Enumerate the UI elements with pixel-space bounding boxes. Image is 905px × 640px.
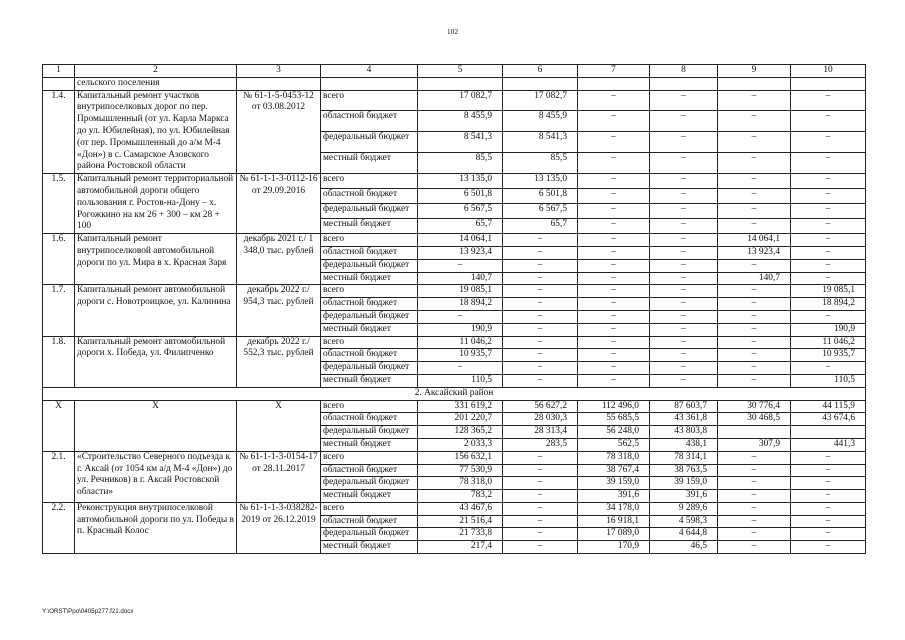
funding-source: всего [321, 502, 418, 515]
amount-cell: 391,6 [578, 490, 650, 503]
amount-cell: – [718, 204, 791, 219]
funding-source: всего [321, 174, 418, 189]
amount-cell: 28 313,4 [503, 426, 578, 439]
amount-cell: – [791, 515, 866, 528]
amount-cell [418, 77, 503, 90]
amount-cell: – [718, 349, 791, 362]
object-name: «Строительство Северного подъезда к г. Аксай (от 1054 км а/д М-4 «Дон») до ул. Речников) в г. Аксай Ростовской области» [75, 451, 237, 502]
amount-cell: – [503, 259, 578, 272]
item-number: 1.7. [43, 285, 75, 336]
column-number: 6 [503, 65, 578, 78]
object-name: Реконструкция внутрипоселковой автомобильной дороги по ул. Победы в п. Красный Колос [75, 502, 237, 553]
amount-cell: 19 085,1 [418, 285, 503, 298]
funding-source: областной бюджет [321, 464, 418, 477]
funding-source: местный бюджет [321, 374, 418, 387]
amount-cell: 391,6 [650, 490, 718, 503]
amount-cell: 43 467,6 [418, 502, 503, 515]
amount-cell: – [650, 246, 718, 259]
table-row [43, 400, 866, 413]
amount-cell: 30 776,4 [718, 400, 791, 413]
item-number [43, 77, 75, 90]
amount-cell: 43 803,8 [650, 426, 718, 439]
amount-cell: – [791, 259, 866, 272]
amount-cell: 17 082,7 [503, 90, 578, 111]
amount-cell: 39 159,0 [578, 477, 650, 490]
column-number: 10 [791, 65, 866, 78]
amount-cell: – [578, 174, 650, 189]
document-reference: декабрь 2022 г./ 552,3 тыс. рублей [237, 336, 321, 387]
funding-source: всего [321, 336, 418, 349]
column-number: 9 [718, 65, 791, 78]
table-row [43, 174, 866, 189]
amount-cell: 65,7 [503, 219, 578, 234]
amount-cell: – [578, 111, 650, 132]
amount-cell: – [718, 219, 791, 234]
column-number: 3 [237, 65, 321, 78]
amount-cell: – [718, 189, 791, 204]
amount-cell: 13 135,0 [503, 174, 578, 189]
item-number: 2.1. [43, 451, 75, 502]
funding-source: местный бюджет [321, 323, 418, 336]
amount-cell [718, 77, 791, 90]
amount-cell: – [650, 189, 718, 204]
amount-cell: – [503, 541, 578, 554]
amount-cell: – [650, 259, 718, 272]
amount-cell: – [503, 336, 578, 349]
amount-cell: 13 923,4 [418, 246, 503, 259]
table-row [43, 234, 866, 247]
amount-cell: – [503, 310, 578, 323]
amount-cell: 8 455,9 [503, 111, 578, 132]
amount-cell: 55 685,5 [578, 413, 650, 426]
funding-source: областной бюджет [321, 349, 418, 362]
amount-cell: – [718, 451, 791, 464]
item-number: 1.8. [43, 336, 75, 387]
amount-cell: – [578, 132, 650, 153]
amount-cell: – [578, 323, 650, 336]
document-reference: № 61-1-1-3-038282-2019 от 26.12.2019 [237, 502, 321, 553]
amount-cell: – [418, 259, 503, 272]
amount-cell: – [578, 90, 650, 111]
amount-cell: 46,5 [650, 541, 718, 554]
amount-cell: – [503, 285, 578, 298]
amount-cell: – [650, 111, 718, 132]
funding-source: местный бюджет [321, 219, 418, 234]
funding-source: всего [321, 400, 418, 413]
amount-cell: – [503, 515, 578, 528]
amount-cell: – [718, 132, 791, 153]
amount-cell: 18 894,2 [791, 298, 866, 311]
amount-cell: 17 089,0 [578, 528, 650, 541]
amount-cell: 21 516,4 [418, 515, 503, 528]
amount-cell: – [791, 528, 866, 541]
amount-cell: 140,7 [718, 272, 791, 285]
amount-cell: – [718, 362, 791, 375]
amount-cell: – [650, 323, 718, 336]
amount-cell: – [718, 90, 791, 111]
document-reference: № 61-1-1-3-0112-16 от 29.09.2016 [237, 174, 321, 234]
amount-cell: 13 923,4 [718, 246, 791, 259]
amount-cell: – [791, 464, 866, 477]
amount-cell: – [578, 204, 650, 219]
amount-cell: 10 935,7 [791, 349, 866, 362]
amount-cell: 34 178,0 [578, 502, 650, 515]
amount-cell: 110,5 [791, 374, 866, 387]
funding-source: областной бюджет [321, 413, 418, 426]
amount-cell: 8 541,3 [503, 132, 578, 153]
table-row [43, 336, 866, 349]
amount-cell: – [650, 298, 718, 311]
amount-cell: – [503, 323, 578, 336]
amount-cell [503, 77, 578, 90]
amount-cell: – [791, 153, 866, 174]
amount-cell: – [718, 541, 791, 554]
amount-cell: 11 046,2 [418, 336, 503, 349]
amount-cell: – [718, 174, 791, 189]
object-name: сельского поселения [75, 77, 237, 90]
amount-cell: – [650, 219, 718, 234]
amount-cell: 65,7 [418, 219, 503, 234]
funding-source: областной бюджет [321, 515, 418, 528]
amount-cell: 38 763,5 [650, 464, 718, 477]
budget-table [42, 64, 866, 554]
amount-cell: 783,2 [418, 490, 503, 503]
amount-cell: 14 064,1 [418, 234, 503, 247]
amount-cell: – [791, 246, 866, 259]
item-number: 2.2. [43, 502, 75, 553]
amount-cell: 110,5 [418, 374, 503, 387]
funding-source: всего [321, 234, 418, 247]
amount-cell: – [650, 336, 718, 349]
document-reference: X [237, 400, 321, 451]
amount-cell: – [791, 310, 866, 323]
amount-cell: 8 541,3 [418, 132, 503, 153]
amount-cell: – [718, 310, 791, 323]
funding-source: федеральный бюджет [321, 362, 418, 375]
funding-source: всего [321, 285, 418, 298]
amount-cell: – [503, 362, 578, 375]
amount-cell: 43 361,8 [650, 413, 718, 426]
amount-cell [578, 77, 650, 90]
amount-cell: 28 030,3 [503, 413, 578, 426]
amount-cell: 85,5 [503, 153, 578, 174]
amount-cell: – [578, 336, 650, 349]
table-row [43, 285, 866, 298]
amount-cell: – [791, 490, 866, 503]
amount-cell: – [650, 310, 718, 323]
amount-cell: 16 918,1 [578, 515, 650, 528]
amount-cell: – [718, 111, 791, 132]
object-name: Капитальный ремонт автомобильной дороги х. Победа, ул. Филипченко [75, 336, 237, 387]
amount-cell: 140,7 [418, 272, 503, 285]
amount-cell: – [503, 272, 578, 285]
item-number: 1.6. [43, 234, 75, 285]
amount-cell: – [650, 362, 718, 375]
amount-cell: – [718, 153, 791, 174]
amount-cell: – [503, 451, 578, 464]
amount-cell: – [650, 204, 718, 219]
amount-cell: 6 567,5 [503, 204, 578, 219]
column-number-row [43, 65, 866, 78]
amount-cell: – [503, 464, 578, 477]
amount-cell: 30 468,5 [718, 413, 791, 426]
column-number: 5 [418, 65, 503, 78]
amount-cell: – [791, 451, 866, 464]
amount-cell: – [578, 310, 650, 323]
amount-cell: 13 135,0 [418, 174, 503, 189]
item-number: 1.4. [43, 90, 75, 174]
amount-cell: – [503, 502, 578, 515]
column-number: 8 [650, 65, 718, 78]
document-reference: № 61-1-1-3-0154-17 от 28.11.2017 [237, 451, 321, 502]
amount-cell: – [718, 336, 791, 349]
table-row [43, 451, 866, 464]
amount-cell: 156 632,1 [418, 451, 503, 464]
amount-cell: – [578, 298, 650, 311]
amount-cell: – [650, 153, 718, 174]
funding-source: областной бюджет [321, 111, 418, 132]
amount-cell: – [718, 502, 791, 515]
amount-cell: – [578, 153, 650, 174]
amount-cell: – [578, 374, 650, 387]
amount-cell: – [578, 246, 650, 259]
item-number: 1.5. [43, 174, 75, 234]
amount-cell: – [718, 464, 791, 477]
funding-source: местный бюджет [321, 541, 418, 554]
column-number: 4 [321, 65, 418, 78]
file-path-footer: Y:\ORST\Ppo\0405p277.f21.docx [42, 608, 134, 615]
object-name: Капитальный ремонт территориальной автомобильной дороги общего пользования г. Ростов-на-Дону – х. Рогожкино на км 26 + 300 – км 28 + 100 [75, 174, 237, 234]
amount-cell: – [718, 477, 791, 490]
document-reference [237, 77, 321, 90]
amount-cell: – [791, 90, 866, 111]
amount-cell: – [718, 490, 791, 503]
amount-cell: 217,4 [418, 541, 503, 554]
item-number: X [43, 400, 75, 451]
amount-cell: 2 033,3 [418, 438, 503, 451]
funding-source: федеральный бюджет [321, 310, 418, 323]
amount-cell: 170,9 [578, 541, 650, 554]
amount-cell: 6 567,5 [418, 204, 503, 219]
amount-cell [791, 426, 866, 439]
amount-cell: 43 674,6 [791, 413, 866, 426]
amount-cell: 4 644,8 [650, 528, 718, 541]
amount-cell: – [503, 246, 578, 259]
amount-cell: 77 530,9 [418, 464, 503, 477]
amount-cell: 18 894,2 [418, 298, 503, 311]
amount-cell: – [791, 204, 866, 219]
amount-cell: 307,9 [718, 438, 791, 451]
amount-cell: 6 501,8 [503, 189, 578, 204]
amount-cell: – [718, 259, 791, 272]
amount-cell: – [578, 349, 650, 362]
document-reference: декабрь 2022 г./ 954,3 тыс. рублей [237, 285, 321, 336]
object-name: Капитальный ремонт внутрипоселковой автомобильной дороги по ул. Мира в х. Красная Заря [75, 234, 237, 285]
amount-cell: 78 318,0 [418, 477, 503, 490]
amount-cell: 11 046,2 [791, 336, 866, 349]
amount-cell: – [503, 490, 578, 503]
amount-cell: – [503, 349, 578, 362]
section-title: 2. Аксайский район [43, 387, 866, 400]
amount-cell: – [503, 477, 578, 490]
funding-source: местный бюджет [321, 272, 418, 285]
object-name: Капитальный ремонт участков внутрипоселковых дорог по пер. Промышленный (от ул. Карла Маркса до ул. Юбилейная), по ул. Юбилейная (от пер. Промышленный до а/м М-4 «Дон») в с. Самарское Азовского района Ростовской области [75, 90, 237, 174]
amount-cell [718, 426, 791, 439]
amount-cell: – [650, 349, 718, 362]
amount-cell: 56 627,2 [503, 400, 578, 413]
amount-cell: 87 603,7 [650, 400, 718, 413]
object-name: Капитальный ремонт автомобильной дороги с. Новотроицкое, ул. Калинина [75, 285, 237, 336]
funding-source: областной бюджет [321, 189, 418, 204]
funding-source: федеральный бюджет [321, 477, 418, 490]
amount-cell: 562,5 [578, 438, 650, 451]
amount-cell: – [650, 90, 718, 111]
funding-source: областной бюджет [321, 298, 418, 311]
amount-cell: – [791, 174, 866, 189]
funding-source: местный бюджет [321, 153, 418, 174]
amount-cell: – [791, 189, 866, 204]
amount-cell [650, 77, 718, 90]
table-row [43, 77, 866, 90]
document-reference: декабрь 2021 г./ 1 348,0 тыс. рублей [237, 234, 321, 285]
amount-cell: 85,5 [418, 153, 503, 174]
amount-cell: – [718, 528, 791, 541]
amount-cell: 39 159,0 [650, 477, 718, 490]
amount-cell: 17 082,7 [418, 90, 503, 111]
amount-cell: – [791, 541, 866, 554]
funding-source: всего [321, 90, 418, 111]
amount-cell: 4 598,3 [650, 515, 718, 528]
amount-cell: – [578, 219, 650, 234]
page-number: 102 [446, 27, 459, 36]
amount-cell: 56 248,0 [578, 426, 650, 439]
amount-cell: 9 289,6 [650, 502, 718, 515]
amount-cell [791, 77, 866, 90]
amount-cell: – [650, 234, 718, 247]
amount-cell: – [718, 285, 791, 298]
amount-cell: 438,1 [650, 438, 718, 451]
amount-cell: – [718, 298, 791, 311]
amount-cell: 78 314,1 [650, 451, 718, 464]
funding-source: федеральный бюджет [321, 528, 418, 541]
amount-cell: 6 501,8 [418, 189, 503, 204]
amount-cell: 331 619,2 [418, 400, 503, 413]
funding-source: всего [321, 451, 418, 464]
table-row [43, 502, 866, 515]
amount-cell: 201 220,7 [418, 413, 503, 426]
amount-cell: – [791, 132, 866, 153]
table-row [43, 90, 866, 111]
amount-cell: – [791, 234, 866, 247]
amount-cell: 190,9 [791, 323, 866, 336]
amount-cell: – [650, 285, 718, 298]
amount-cell: – [503, 234, 578, 247]
amount-cell: – [791, 502, 866, 515]
funding-source: областной бюджет [321, 246, 418, 259]
amount-cell: – [650, 174, 718, 189]
amount-cell: 10 935,7 [418, 349, 503, 362]
amount-cell: – [718, 515, 791, 528]
funding-source: федеральный бюджет [321, 132, 418, 153]
amount-cell: – [650, 132, 718, 153]
amount-cell: – [578, 285, 650, 298]
funding-source: федеральный бюджет [321, 204, 418, 219]
amount-cell: – [791, 111, 866, 132]
amount-cell: 14 064,1 [718, 234, 791, 247]
amount-cell: 441,3 [791, 438, 866, 451]
amount-cell: – [578, 272, 650, 285]
amount-cell: 128 365,2 [418, 426, 503, 439]
amount-cell: – [791, 362, 866, 375]
amount-cell: – [718, 323, 791, 336]
amount-cell: – [578, 234, 650, 247]
funding-source: местный бюджет [321, 490, 418, 503]
column-number: 1 [43, 65, 75, 78]
amount-cell: 78 318,0 [578, 451, 650, 464]
amount-cell: – [418, 310, 503, 323]
amount-cell: – [791, 219, 866, 234]
amount-cell: 44 115,9 [791, 400, 866, 413]
funding-source: федеральный бюджет [321, 426, 418, 439]
column-number: 2 [75, 65, 237, 78]
amount-cell: 190,9 [418, 323, 503, 336]
amount-cell: 283,5 [503, 438, 578, 451]
section-row [43, 387, 866, 400]
amount-cell: – [791, 272, 866, 285]
amount-cell: – [650, 272, 718, 285]
amount-cell: 21 733,8 [418, 528, 503, 541]
amount-cell: – [650, 374, 718, 387]
object-name: X [75, 400, 237, 451]
amount-cell: 19 085,1 [791, 285, 866, 298]
funding-source: федеральный бюджет [321, 259, 418, 272]
amount-cell: 8 455,9 [418, 111, 503, 132]
amount-cell: – [503, 374, 578, 387]
amount-cell: – [578, 189, 650, 204]
amount-cell: – [718, 374, 791, 387]
funding-source [321, 77, 418, 90]
amount-cell: – [503, 298, 578, 311]
amount-cell: 38 767,4 [578, 464, 650, 477]
amount-cell: 112 496,0 [578, 400, 650, 413]
amount-cell: – [418, 362, 503, 375]
amount-cell: – [578, 362, 650, 375]
amount-cell: – [578, 259, 650, 272]
amount-cell: – [791, 477, 866, 490]
amount-cell: – [503, 528, 578, 541]
funding-source: местный бюджет [321, 438, 418, 451]
document-reference: № 61-1-5-0453-12 от 03.08.2012 [237, 90, 321, 174]
column-number: 7 [578, 65, 650, 78]
